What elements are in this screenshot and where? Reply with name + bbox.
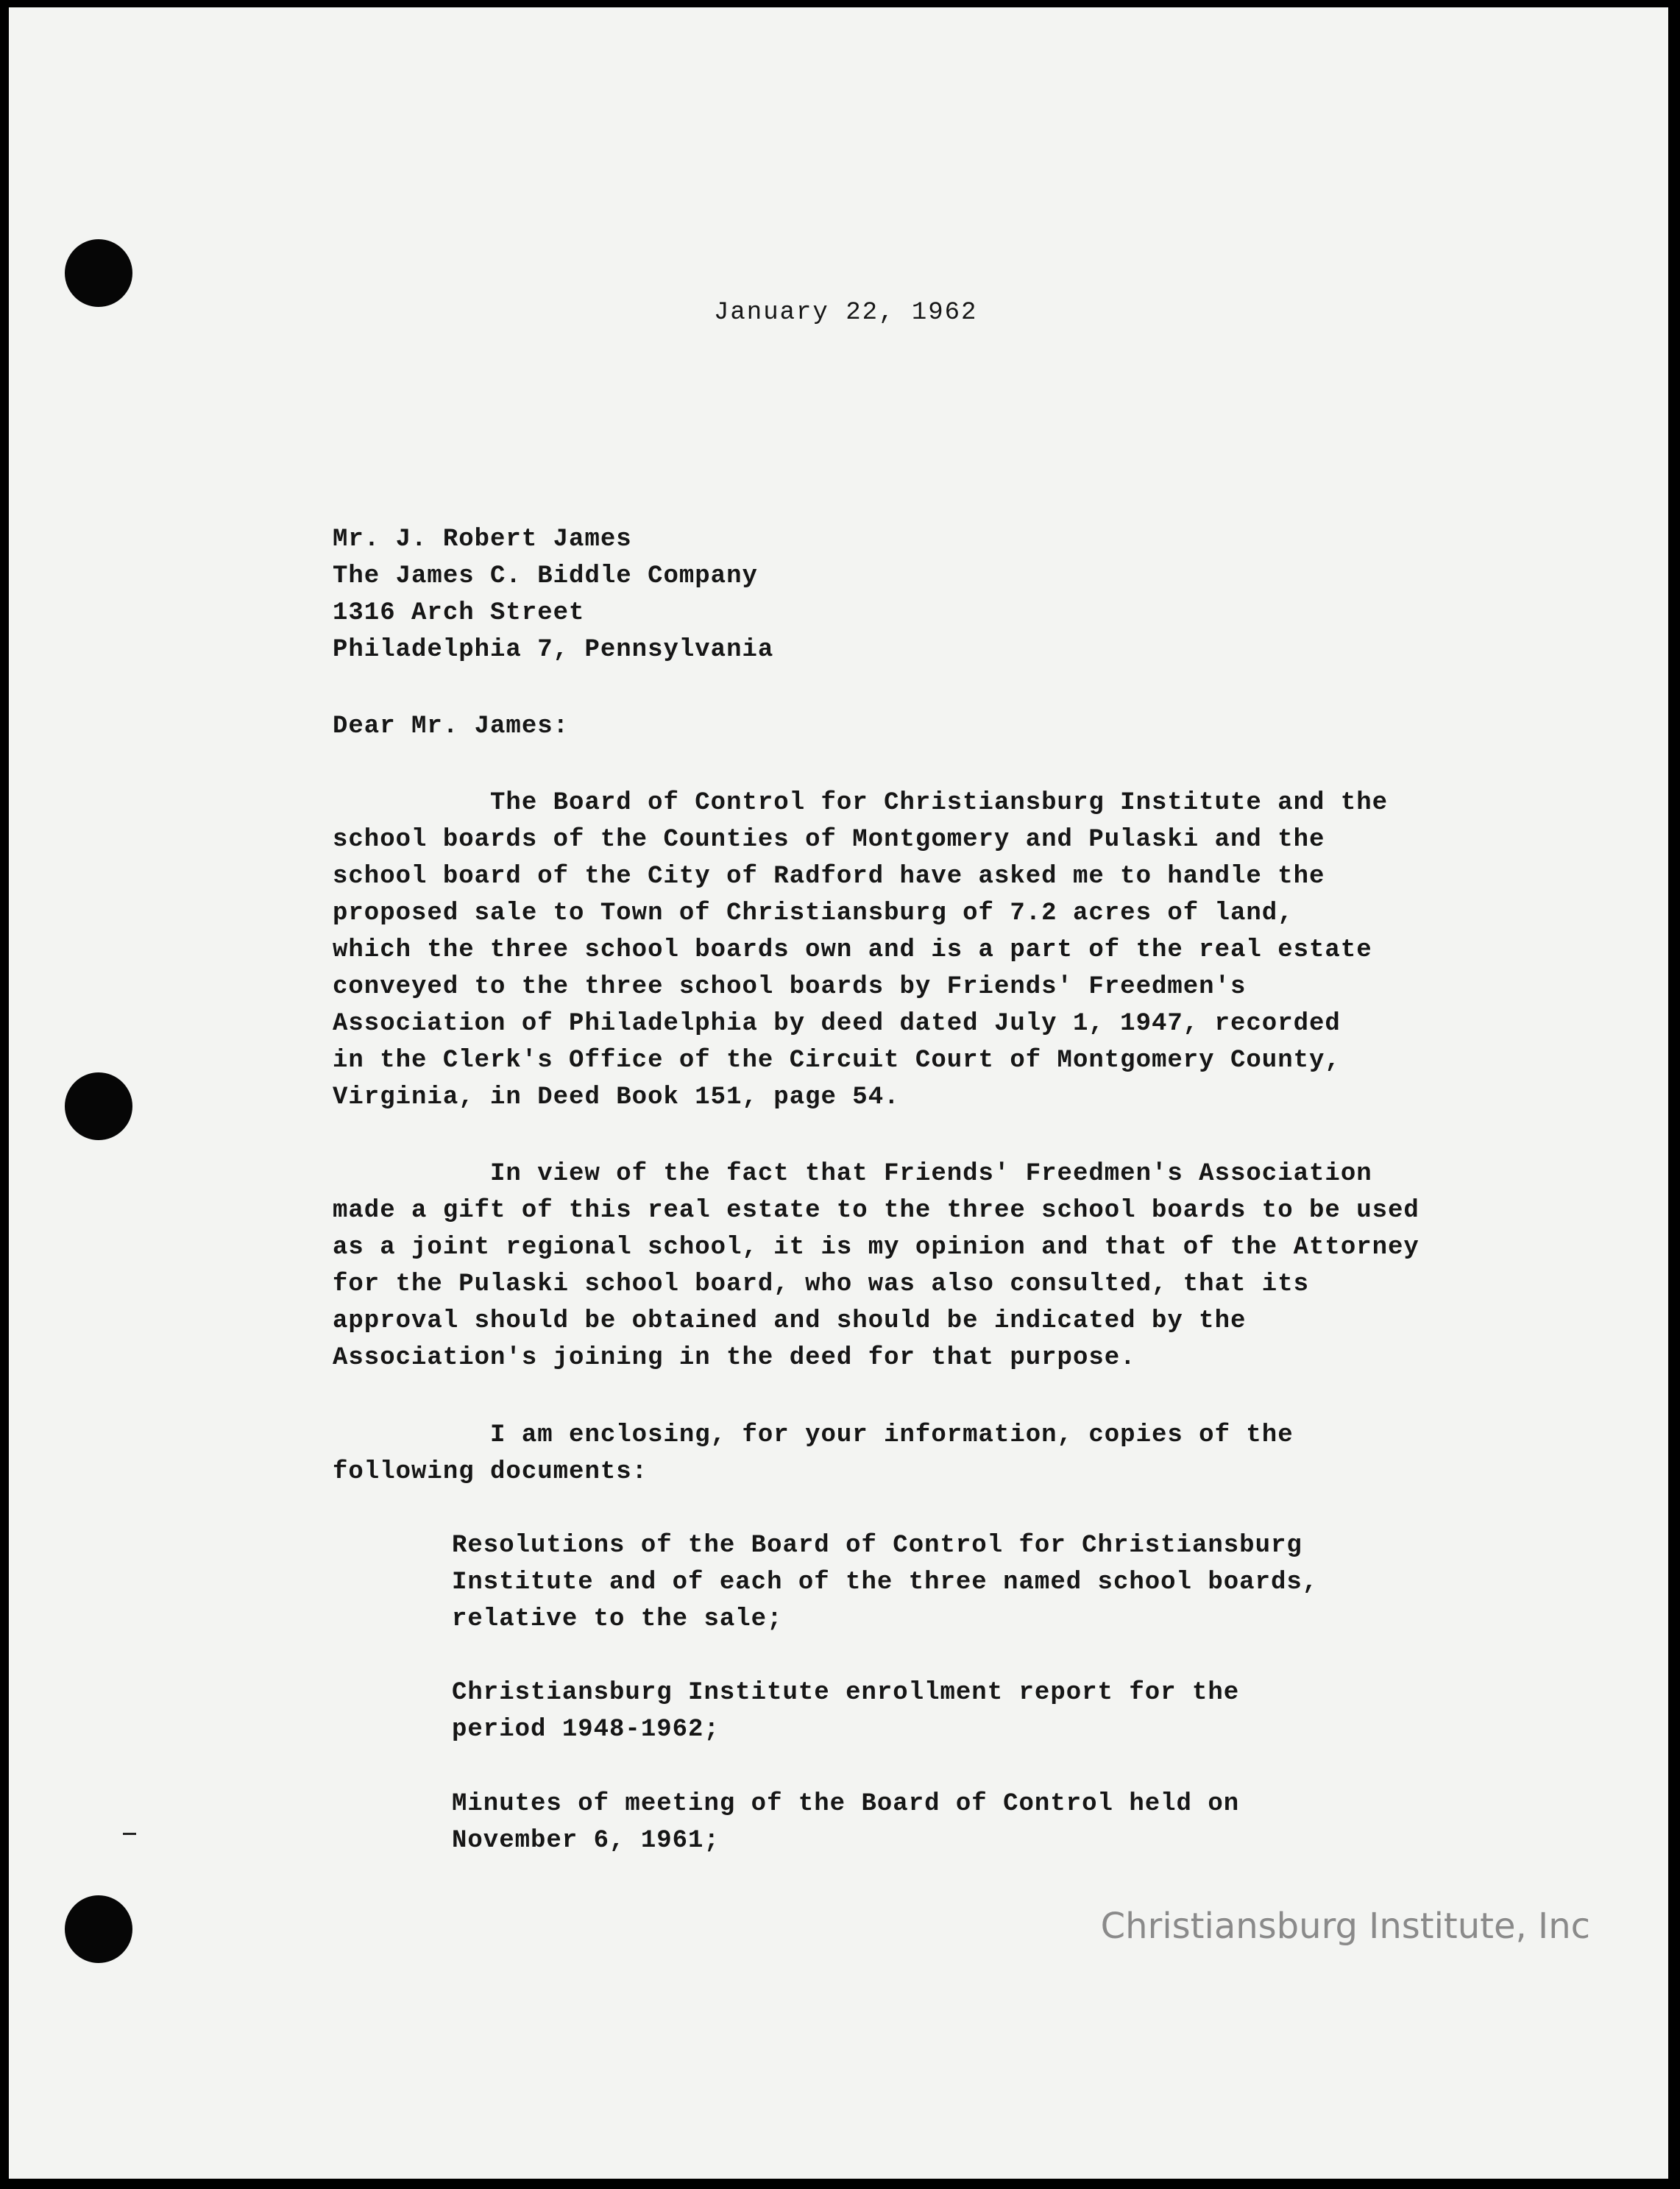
paragraph-line: Virginia, in Deed Book 151, page 54. — [333, 1083, 900, 1111]
paragraph-line: following documents: — [333, 1458, 648, 1486]
enclosure-line: Institute and of each of the three named school boards, — [452, 1569, 1319, 1596]
paragraph-line: school board of the City of Radford have asked me to handle the — [333, 863, 1325, 891]
paragraph-line: approval should be obtained and should be indicated by the — [333, 1307, 1247, 1335]
enclosure-line: Minutes of meeting of the Board of Control held on — [452, 1790, 1240, 1818]
enclosure-line: November 6, 1961; — [452, 1827, 720, 1855]
recipient-address — [333, 521, 773, 668]
paragraph-line: The Board of Control for Christiansburg Institute and the — [333, 789, 1389, 817]
address-line: Philadelphia 7, Pennsylvania — [333, 636, 774, 664]
paragraph-line: I am enclosing, for your information, copies of the — [333, 1421, 1294, 1449]
address-line: 1316 Arch Street — [333, 599, 585, 627]
paragraph-line: which the three school boards own and is a part of the real estate — [333, 936, 1372, 964]
paragraph-line: as a joint regional school, it is my opinion and that of the Attorney — [333, 1234, 1420, 1262]
enclosure-line: period 1948-1962; — [452, 1716, 720, 1744]
enclosure-item-minutes — [452, 1786, 1239, 1859]
salutation: Dear Mr. James: — [333, 712, 570, 740]
paragraph-line: in the Clerk's Office of the Circuit Court of Montgomery County, — [333, 1047, 1341, 1075]
enclosure-item-resolutions — [452, 1527, 1318, 1638]
address-line: Mr. J. Robert James — [333, 526, 632, 554]
paragraph-line: Association's joining in the deed for that purpose. — [333, 1344, 1136, 1372]
address-line: The James C. Biddle Company — [333, 562, 758, 590]
watermark: Christiansburg Institute, Inc — [1100, 1906, 1590, 1947]
paragraph-3 — [333, 1417, 1436, 1490]
paragraph-2 — [333, 1156, 1436, 1376]
paragraph-line: made a gift of this real estate to the three school boards to be used — [333, 1197, 1420, 1225]
paragraph-line: In view of the fact that Friends' Freedmen's Association — [333, 1160, 1372, 1188]
paragraph-line: for the Pulaski school board, who was also consulted, that its — [333, 1270, 1310, 1298]
paragraph-1 — [333, 785, 1436, 1116]
paragraph-line: proposed sale to Town of Christiansburg of 7.2 acres of land, — [333, 899, 1294, 927]
enclosure-line: Christiansburg Institute enrollment report for the — [452, 1679, 1240, 1707]
paragraph-line: Association of Philadelphia by deed dated July 1, 1947, recorded — [333, 1010, 1341, 1038]
enclosure-item-enrollment-report — [452, 1675, 1239, 1748]
enclosure-line: Resolutions of the Board of Control for Christiansburg — [452, 1532, 1302, 1560]
letter-date: January 22, 1962 — [714, 299, 978, 327]
paragraph-line: conveyed to the three school boards by Friends' Freedmen's — [333, 973, 1247, 1001]
paragraph-line: school boards of the Counties of Montgomery and Pulaski and the — [333, 826, 1325, 854]
enclosure-line: relative to the sale; — [452, 1605, 783, 1633]
